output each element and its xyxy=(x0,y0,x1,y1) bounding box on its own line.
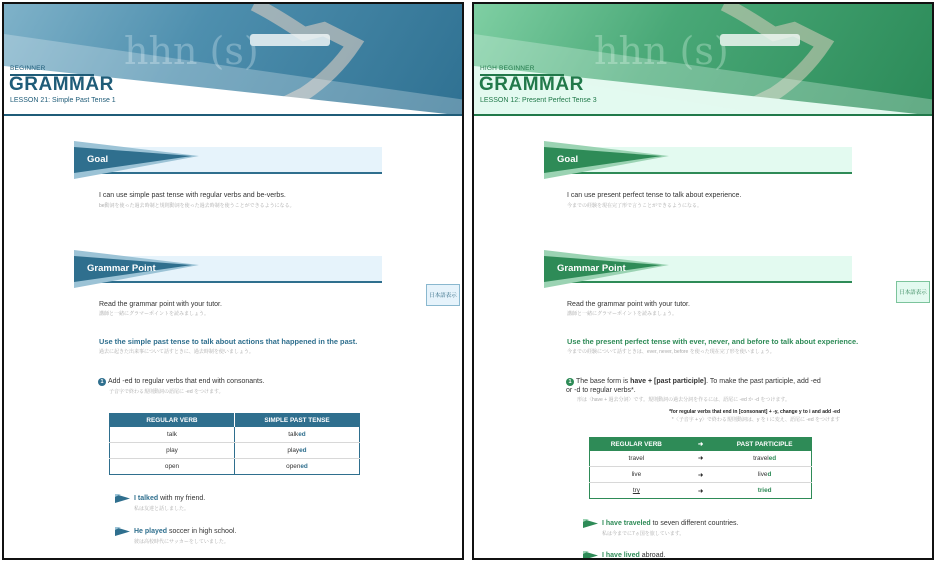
grammar-rule: Use the simple past tense to talk about actions that happened in the past. xyxy=(99,337,358,346)
grammar-rule-jp: 今までの経験について話すときは、ever, never, before を使った現在完了形を使いましょう。 xyxy=(567,349,775,355)
regular-verb-cell: play xyxy=(110,443,235,459)
read-instruction: Read the grammar point with your tutor. xyxy=(567,301,690,308)
lesson-page-high-beginner xyxy=(472,2,934,560)
table-header: REGULAR VERB xyxy=(110,414,235,427)
regular-verb-cell: try xyxy=(632,487,640,494)
step-1: 1 The base form is have + [past participle]. To make the past participle, add -ed or -d to regular verbs*. xyxy=(566,378,821,394)
lesson-page-beginner xyxy=(2,2,464,560)
regular-verb-cell: open xyxy=(110,459,235,475)
lesson-title: LESSON 21: Simple Past Tense 1 xyxy=(10,97,116,104)
level-label: HIGH BEGINNER xyxy=(480,65,535,72)
arrow-icon: ➜ xyxy=(697,487,704,495)
header-baseline xyxy=(474,114,932,116)
table-row xyxy=(590,467,812,483)
past-participle-cell: lived xyxy=(718,467,811,483)
grammar-rule: Use the present perfect tense with ever, never, and before to talk about experience. xyxy=(567,337,859,346)
step-1 xyxy=(98,377,264,386)
read-instruction-jp: 講師と一緒にグラマーポイントを読みましょう。 xyxy=(567,311,678,317)
footnote: *for regular verbs that end in [consonant] + -y, change y to i and add -ed xyxy=(669,409,840,415)
grammar-point-banner xyxy=(544,256,852,282)
regular-verb-cell: travel xyxy=(590,451,683,467)
goal-text: I can use present perfect tense to talk about experience. xyxy=(567,192,742,199)
table-row xyxy=(590,451,812,467)
grammar-title: GRAMMAR xyxy=(479,74,584,95)
regular-verb-cell: live xyxy=(590,467,683,483)
arrow-icon: ➜ xyxy=(683,438,719,451)
example-sentence: He played soccer in high school. 彼は高校時代にサッカーをしていました。 xyxy=(134,527,236,547)
example-flag-icon xyxy=(583,551,598,560)
read-instruction: Read the grammar point with your tutor. xyxy=(99,301,222,308)
japanese-display-button[interactable]: 日本語表示 xyxy=(896,281,930,303)
example-sentence: I have lived abroad. xyxy=(602,551,665,560)
svg-text:hhn (s): hhn (s) xyxy=(594,29,729,73)
example-flag-icon xyxy=(115,527,130,536)
past-participle-cell: tried xyxy=(757,487,772,494)
arrow-icon: ➜ xyxy=(683,451,719,467)
verb-table xyxy=(589,437,812,499)
step-1-jp: 子音字で終わる規則動詞の語尾に -ed をつけます。 xyxy=(109,389,224,395)
past-tense-cell: played xyxy=(235,443,360,459)
table-row xyxy=(110,427,360,443)
example-flag-icon xyxy=(583,519,598,528)
table-row xyxy=(110,459,360,475)
read-instruction-jp: 講師と一緒にグラマーポイントを読みましょう。 xyxy=(99,311,210,317)
goal-text: I can use simple past tense with regular verbs and be-verbs. xyxy=(99,192,286,199)
table-row xyxy=(110,443,360,459)
goal-text-jp: be動詞を使った過去時制と規則動詞を使った過去時制を使うことができるようになる。 xyxy=(99,203,295,209)
regular-verb-cell: talk xyxy=(110,427,235,443)
level-label: BEGINNER xyxy=(10,65,46,72)
verb-table xyxy=(109,413,360,475)
grammar-point-title: Grammar Point xyxy=(87,263,156,274)
table-header: REGULAR VERB xyxy=(590,438,683,451)
example-sentence: I have traveled to seven different countries. 私は今までに7ヵ国を旅しています。 xyxy=(602,519,738,539)
header-baseline xyxy=(4,114,462,116)
japanese-display-button[interactable]: 日本語表示 xyxy=(426,284,460,306)
grammar-title: GRAMMAR xyxy=(9,74,114,95)
step-1-text: Add -ed to regular verbs that end with consonants. xyxy=(108,378,265,385)
arrow-icon: ➜ xyxy=(683,467,719,483)
footnote-jp: *〈子音字 + y〉で終わる規則動詞は、y を i に変え、語尾に -ed をつけます xyxy=(671,417,840,423)
lesson-title: LESSON 12: Present Perfect Tense 3 xyxy=(480,97,597,104)
lesson-header xyxy=(474,4,932,116)
grammar-point-title: Grammar Point xyxy=(557,263,626,274)
example-sentence: I talked with my friend. 私は友達と話しました。 xyxy=(134,494,205,514)
lesson-header xyxy=(4,4,462,116)
step-number-badge: 1 xyxy=(566,378,574,386)
goal-banner xyxy=(74,147,382,173)
svg-text:hhn (s): hhn (s) xyxy=(124,29,259,73)
past-tense-cell: opened xyxy=(286,463,308,470)
goal-title: Goal xyxy=(557,154,579,165)
grammar-rule-jp: 過去に起きた出来事について話すときに、過去時制を使いましょう。 xyxy=(99,349,254,355)
goal-title: Goal xyxy=(87,154,109,165)
grammar-point-banner xyxy=(74,256,382,282)
goal-text-jp: 今までの経験を現在完了形で言うことができるようになる。 xyxy=(567,203,703,209)
step-number-badge: 1 xyxy=(98,378,106,386)
example-flag-icon xyxy=(115,494,130,503)
past-participle-cell: traveled xyxy=(718,451,811,467)
table-header: PAST PARTICIPLE xyxy=(718,438,811,451)
past-tense-cell: talked xyxy=(235,427,360,443)
goal-banner xyxy=(544,147,852,173)
table-header: SIMPLE PAST TENSE xyxy=(235,414,360,427)
step-1-jp: 形は〈have + 過去分詞〉です。規則動詞の過去分詞を作るには、語尾に -ed か -d をつけます。 xyxy=(577,397,790,403)
table-row xyxy=(590,483,812,499)
